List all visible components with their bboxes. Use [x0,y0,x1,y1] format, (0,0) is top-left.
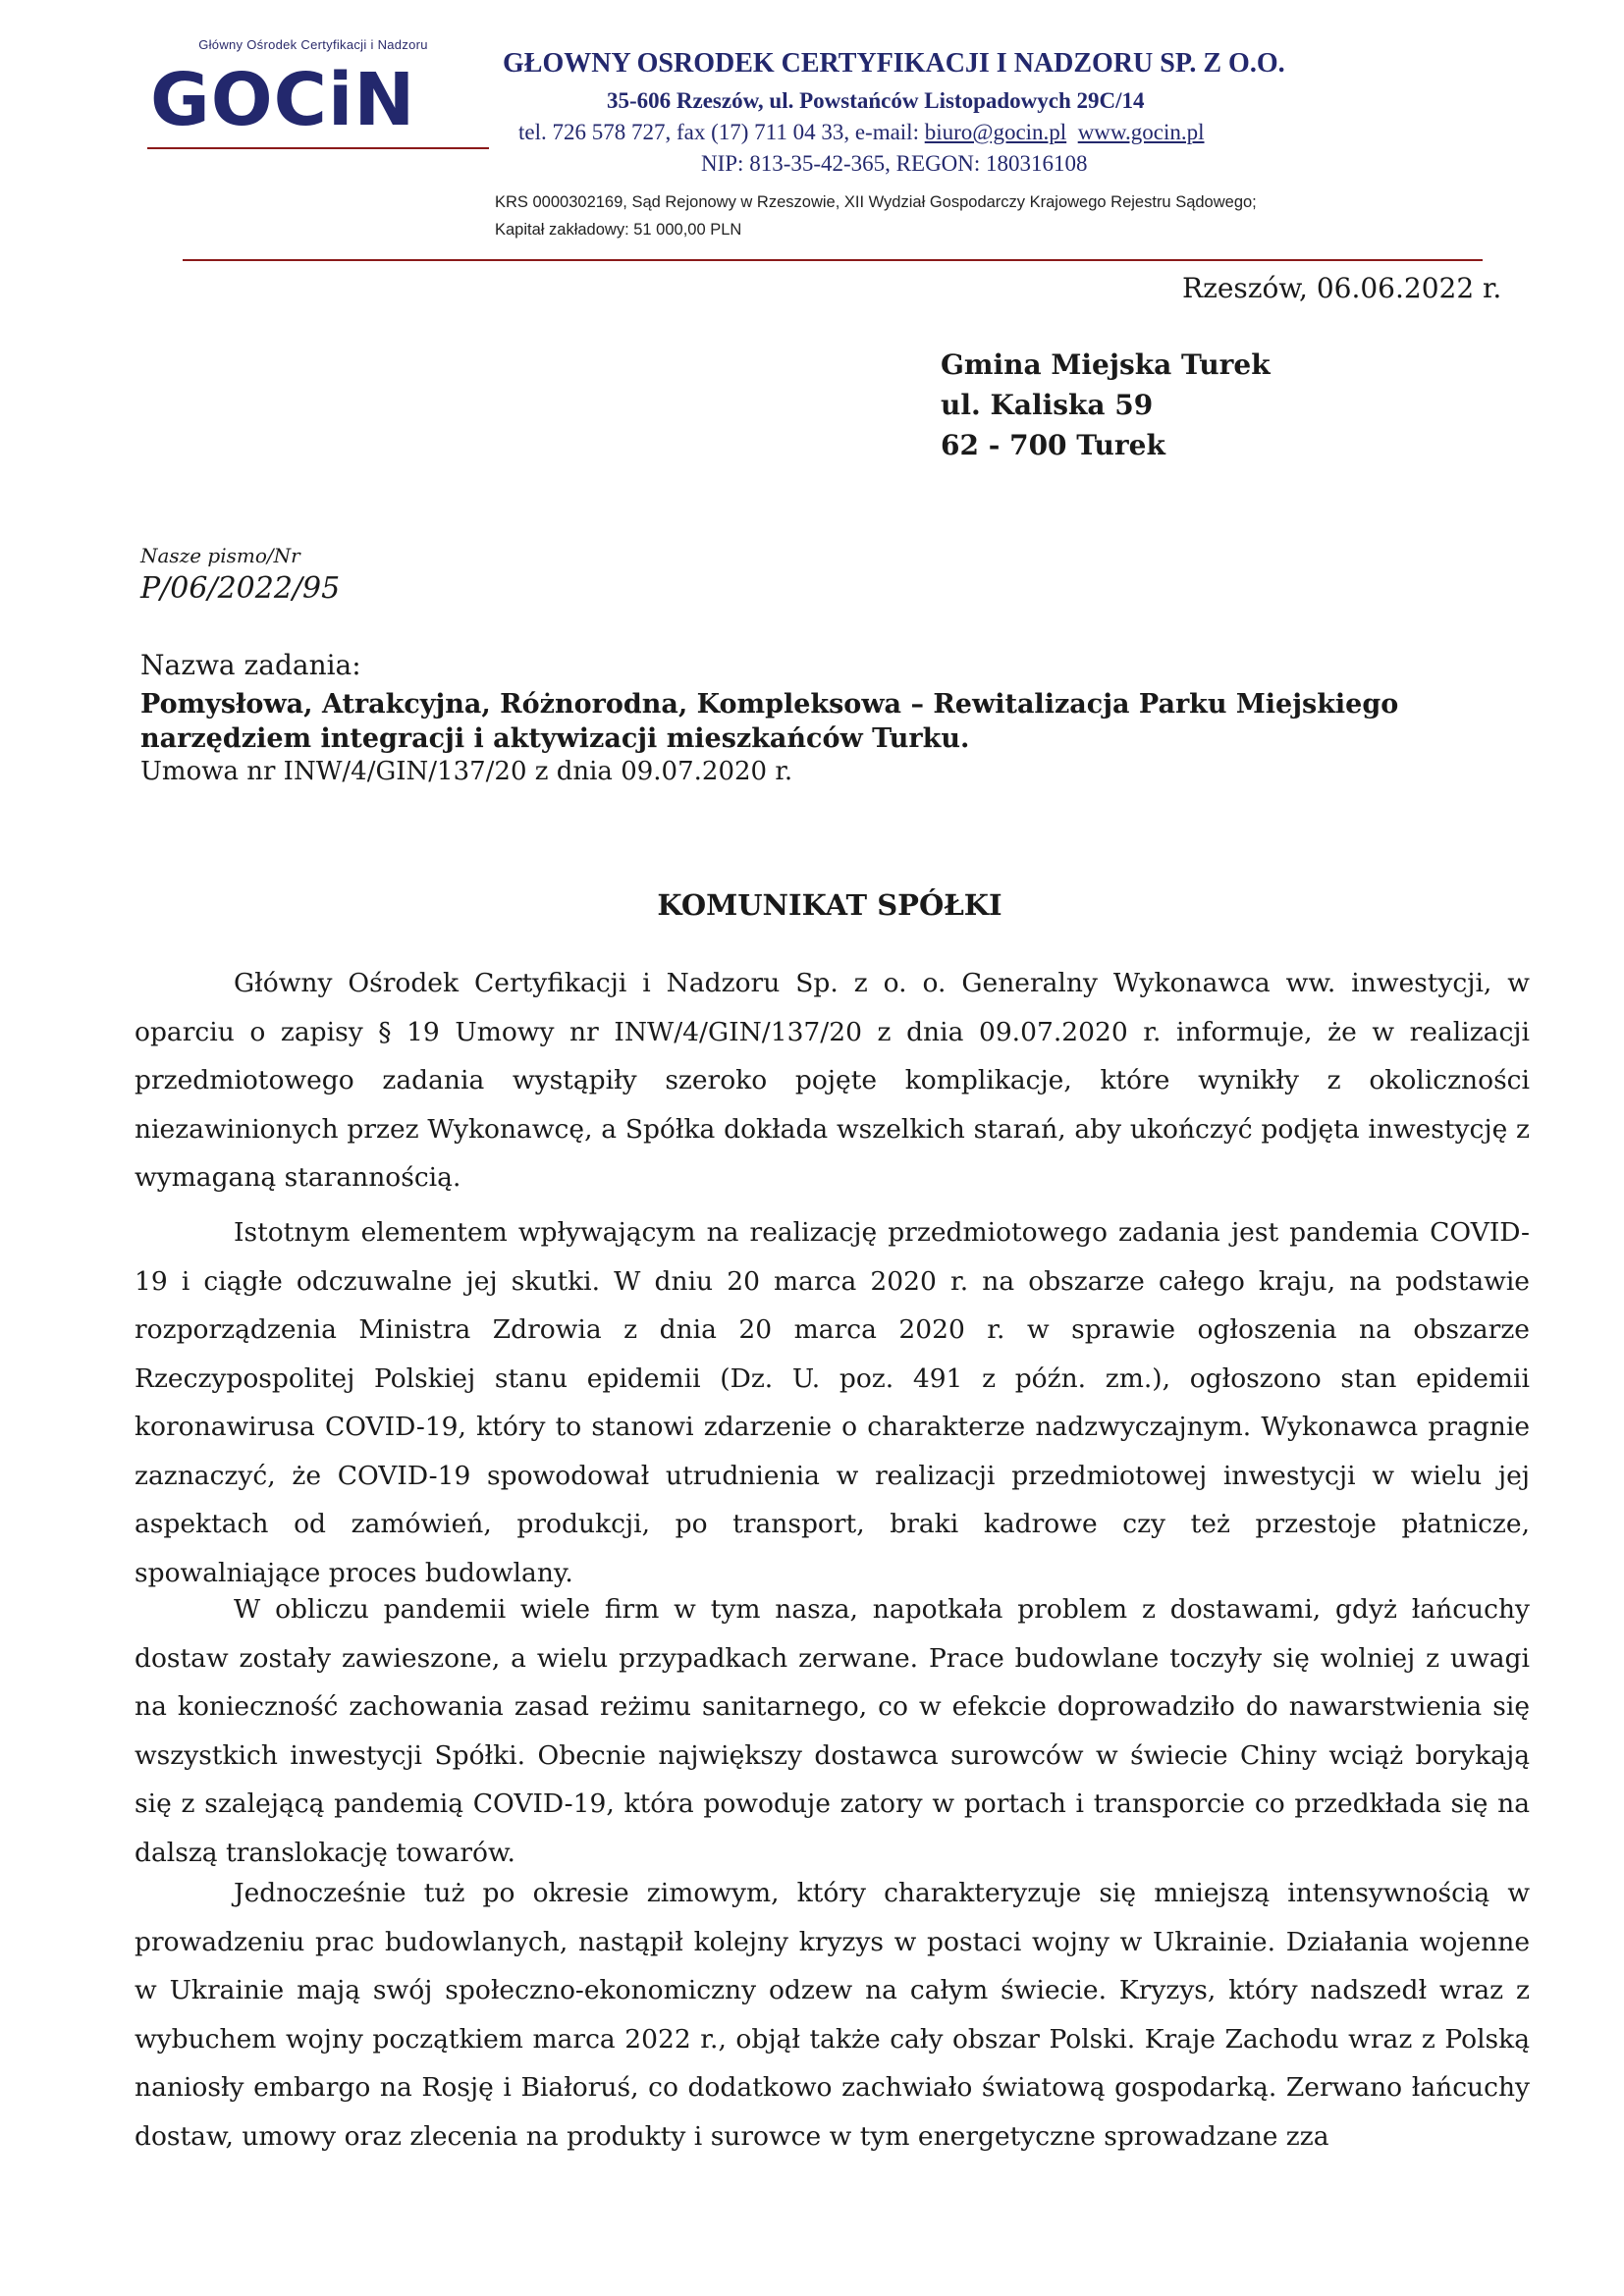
document-heading: KOMUNIKAT SPÓŁKI [657,888,1002,922]
contact-phone-fax: tel. 726 578 727, fax (17) 711 04 33, e-mail: [518,120,925,144]
website-link[interactable]: www.gocin.pl [1077,120,1205,144]
company-contact [518,118,1205,147]
body-paragraph-4: Jednocześnie tuż po okresie zimowym, który charakteryzuje się mniejszą intensywnością w prowadzeniu prac budowlanych, nastąpił kolejny kryzys w postaci wojny w Ukrainie. Działania wojenne w Ukrainie mają swój społeczno-ekonomiczny odzew na całym świecie. Kryzys, który nadszedł wraz z wybuchem wojny początkiem marca 2022 r., objął także cały obszar Polski. Kraje Zachodu wraz z Polską naniosły embargo na Rosję i Białoruś, co dodatkowo zachwiało światową gospodarką. Zerwano łańcuchy dostaw, umowy oraz zlecenia na produkty i surowce w tym energetyczne sprowadzane zza [135,1878,1530,2152]
task-title-line-1: Pomysłowa, Atrakcyjna, Różnorodna, Kompleksowa – Rewitalizacja Parku Miejskiego [140,689,1399,720]
logo-tagline: Główny Ośrodek Certyfikacji i Nadzoru [198,37,428,52]
body-paragraph-2: Istotnym elementem wpływającym na realizację przedmiotowego zadania jest pandemia COVID-19 i ciągłe odczuwalne jej skutki. W dniu 20 marca 2020 r. na obszarze całego kraju, na podstawie rozporządzenia Ministra Zdrowia z dnia 20 marca 2020 r. w sprawie ogłoszenia na obszarze Rzeczypospolitej Polskiej stanu epidemii (Dz. U. poz. 491 z późn. zm.), ogłoszono stan epidemii koronawirusa COVID-19, który to stanowi zdarzenie o charakterze nadzwyczajnym. Wykonawca pragnie zaznaczyć, że COVID-19 spowodował utrudnienia w realizacji przedmiotowej inwestycji w wielu jej aspektach od zamówień, produkcji, po transport, braki kadrowe czy też przestoje płatnicze, spowalniające proces budowlany. [135,1217,1530,1588]
reference-label: Nasze pismo/Nr [140,544,300,567]
company-address: 35-606 Rzeszów, ul. Powstańców Listopadowych 29C/14 [607,88,1145,113]
body-paragraph-3: W obliczu pandemii wiele firm w tym nasza, napotkała problem z dostawami, gdyż łańcuchy dostaw zostały zawieszone, a wielu przypadkach zerwane. Prace budowlane toczyły się wolniej z uwagi na konieczność zachowania zasad reżimu sanitarnego, co w efekcie doprowadziło do nawarstwienia się wszystkich inwestycji Spółki. Obecnie największy dostawca surowców w świecie Chiny wciąż borykają się z szalejącą pandemią COVID-19, która powoduje zatory w portach i transporcie co przedkłada się na dalszą translokację towarów. [135,1594,1530,1868]
logo-divider [147,147,489,149]
task-title-line-2: narzędziem integracji i aktywizacji mieszkańców Turku. [140,723,970,754]
task-label: Nazwa zadania: [140,649,361,681]
addressee-name: Gmina Miejska Turek [941,348,1271,381]
addressee-city: 62 - 700 Turek [941,429,1165,461]
body-paragraph-1: Główny Ośrodek Certyfikacji i Nadzoru Sp. z o. o. Generalny Wykonawca ww. inwestycji, w oparciu o zapisy § 19 Umowy nr INW/4/GIN/137/20 z dnia 09.07.2020 r. informuje, że w realizacji przedmiotowego zadania wystąpiły szeroko pojęte komplikacje, które wynikły z okoliczności niezawinionych przez Wykonawcę, a Spółka dokłada wszelkich starań, aby ukończyć podjęta inwestycję z wymaganą starannością. [135,968,1530,1193]
letter-date: Rzeszów, 06.06.2022 r. [1182,272,1502,304]
letterhead-divider [183,259,1483,261]
company-nip-regon: NIP: 813-35-42-365, REGON: 180316108 [701,151,1088,176]
company-capital: Kapitał zakładowy: 51 000,00 PLN [495,221,742,239]
company-logo: GOCiN [150,58,416,142]
reference-number: P/06/2022/95 [140,571,341,606]
company-name: GŁOWNY OSRODEK CERTYFIKACJI I NADZORU SP. Z O.O. [503,48,1285,79]
addressee-street: ul. Kaliska 59 [941,389,1154,421]
email-link[interactable]: biuro@gocin.pl [924,120,1067,144]
company-krs: KRS 0000302169, Sąd Rejonowy w Rzeszowie, XII Wydział Gospodarczy Krajowego Rejestru Sądowego; [495,193,1257,211]
task-contract: Umowa nr INW/4/GIN/137/20 z dnia 09.07.2020 r. [140,757,793,786]
